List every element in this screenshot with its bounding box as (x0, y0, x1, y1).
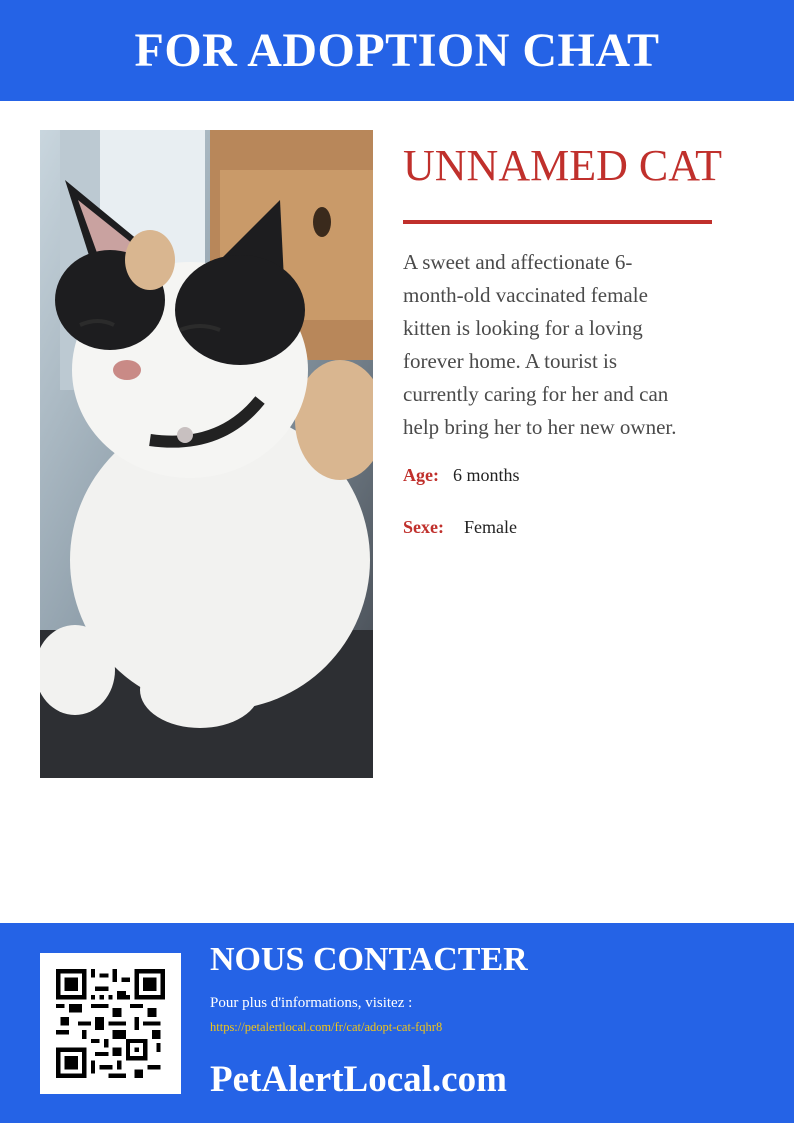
pet-name: UNNAMED CAT (403, 141, 722, 190)
cat-photo (40, 130, 373, 778)
age-field (403, 462, 743, 488)
qr-code-icon (56, 969, 165, 1078)
pet-info (403, 140, 743, 540)
contact-info-text: Pour plus d'informations, visitez : (210, 995, 413, 1011)
adoption-link[interactable]: https://petalertlocal.com/fr/cat/adopt-cat-fqhr8 (210, 1020, 443, 1034)
sex-field (403, 514, 743, 540)
contact-footer (0, 923, 794, 1123)
pet-description: A sweet and affectionate 6-month-old vaccinated female kitten is looking for a loving forever home. A tourist is currently caring for her and can help bring her to her new owner. (403, 250, 677, 439)
age-value: 6 months (452, 465, 520, 485)
page-title: FOR ADOPTION CHAT (134, 24, 660, 77)
age-label: Age: (403, 465, 439, 485)
site-name: PetAlertLocal.com (210, 1059, 507, 1100)
title-divider (403, 220, 712, 224)
sex-value: Female (463, 517, 517, 537)
sex-label: Sexe: (403, 517, 444, 537)
cat-photo-illustration (40, 130, 373, 778)
contact-title: NOUS CONTACTER (210, 941, 528, 978)
header-banner (0, 0, 794, 101)
qr-code[interactable] (40, 953, 181, 1094)
